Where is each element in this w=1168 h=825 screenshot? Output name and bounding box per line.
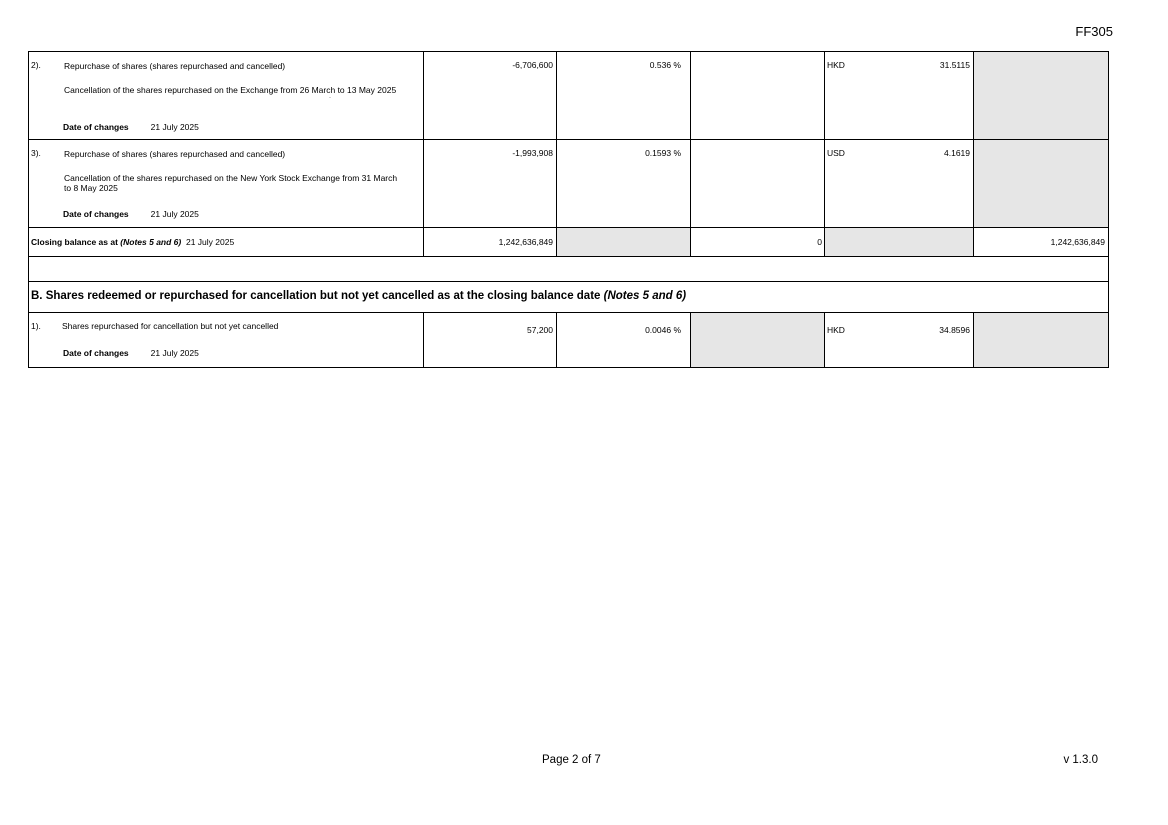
shaded-cell xyxy=(690,313,824,367)
share-number: -1,993,908 xyxy=(512,148,553,158)
blank-cell xyxy=(690,140,824,227)
row-title: Shares repurchased for cancellation but not yet cancelled xyxy=(62,321,279,331)
table-row-repurchase-3 xyxy=(29,140,1108,228)
share-percent: 0.536 % xyxy=(649,60,681,70)
percent-cell xyxy=(556,313,690,367)
percent-cell xyxy=(556,140,690,227)
date-value: 21 July 2025 xyxy=(150,348,199,358)
closing-number: 1,242,636,849 xyxy=(498,237,553,247)
shares-table xyxy=(28,51,1109,368)
date-of-changes xyxy=(63,348,199,358)
date-label: Date of changes xyxy=(63,348,129,358)
date-of-changes xyxy=(63,122,199,132)
price-value: 4.1619 xyxy=(944,148,970,158)
percent-cell xyxy=(556,52,690,139)
row-index: 1). xyxy=(31,321,41,331)
date-label: Date of changes xyxy=(63,209,129,219)
row-index: 2). xyxy=(31,60,41,70)
section-b-heading-row xyxy=(29,282,1108,313)
price-value: 34.8596 xyxy=(939,325,970,335)
date-value: 21 July 2025 xyxy=(150,209,199,219)
shaded-cell xyxy=(973,313,1108,367)
currency-cell xyxy=(824,52,973,139)
closing-end-value: 1,242,636,849 xyxy=(1050,237,1105,247)
row-description: Cancellation of the shares repurchased on the Exchange from 26 March to 13 May 2025 xyxy=(64,85,397,95)
number-cell xyxy=(423,228,556,256)
currency-code: HKD xyxy=(827,60,845,70)
table-row-closing-balance xyxy=(29,228,1108,257)
share-percent: 0.0046 % xyxy=(645,325,681,335)
closing-label-cell xyxy=(29,228,423,256)
date-label: Date of changes xyxy=(63,122,129,132)
closing-label: Closing balance as at (Notes 5 and 6) 21 July 2025 xyxy=(31,237,235,247)
section-b-heading: B. Shares redeemed or repurchased for cancellation but not yet cancelled as at the closing balance date (Notes 5 and 6) xyxy=(31,290,687,302)
share-number: 57,200 xyxy=(527,325,553,335)
blank-cell xyxy=(690,52,824,139)
table-row-pending-cancellation xyxy=(29,313,1108,367)
row-index: 3). xyxy=(31,148,41,158)
end-cell xyxy=(973,228,1108,256)
number-cell xyxy=(423,313,556,367)
table-row-spacer xyxy=(29,257,1108,282)
description-cell xyxy=(29,140,423,227)
stray-dot: · xyxy=(329,95,331,101)
shaded-cell xyxy=(973,52,1108,139)
row-title: Repurchase of shares (shares repurchased and cancelled) xyxy=(64,61,286,71)
share-percent: 0.1593 % xyxy=(645,148,681,158)
date-value: 21 July 2025 xyxy=(150,122,199,132)
currency-cell xyxy=(824,313,973,367)
price-value: 31.5115 xyxy=(939,60,970,70)
row-description: Cancellation of the shares repurchased on the New York Stock Exchange from 31 March to 8 May 2025 xyxy=(64,173,398,193)
shaded-cell xyxy=(824,228,973,256)
shaded-cell xyxy=(556,228,690,256)
page-number: Page 2 of 7 xyxy=(542,754,601,766)
closing-mid-value: 0 xyxy=(817,237,822,247)
form-code: FF305 xyxy=(1075,24,1113,39)
number-cell xyxy=(423,140,556,227)
share-number: -6,706,600 xyxy=(512,60,553,70)
shaded-cell xyxy=(973,140,1108,227)
currency-code: USD xyxy=(827,148,845,158)
row-title: Repurchase of shares (shares repurchased and cancelled) xyxy=(64,149,286,159)
currency-code: HKD xyxy=(827,325,845,335)
description-cell xyxy=(29,313,423,367)
table-row-repurchase-2 xyxy=(29,52,1108,140)
currency-cell xyxy=(824,140,973,227)
description-cell xyxy=(29,52,423,139)
mid-cell xyxy=(690,228,824,256)
number-cell xyxy=(423,52,556,139)
version-label: v 1.3.0 xyxy=(1063,754,1098,766)
date-of-changes xyxy=(63,209,199,219)
